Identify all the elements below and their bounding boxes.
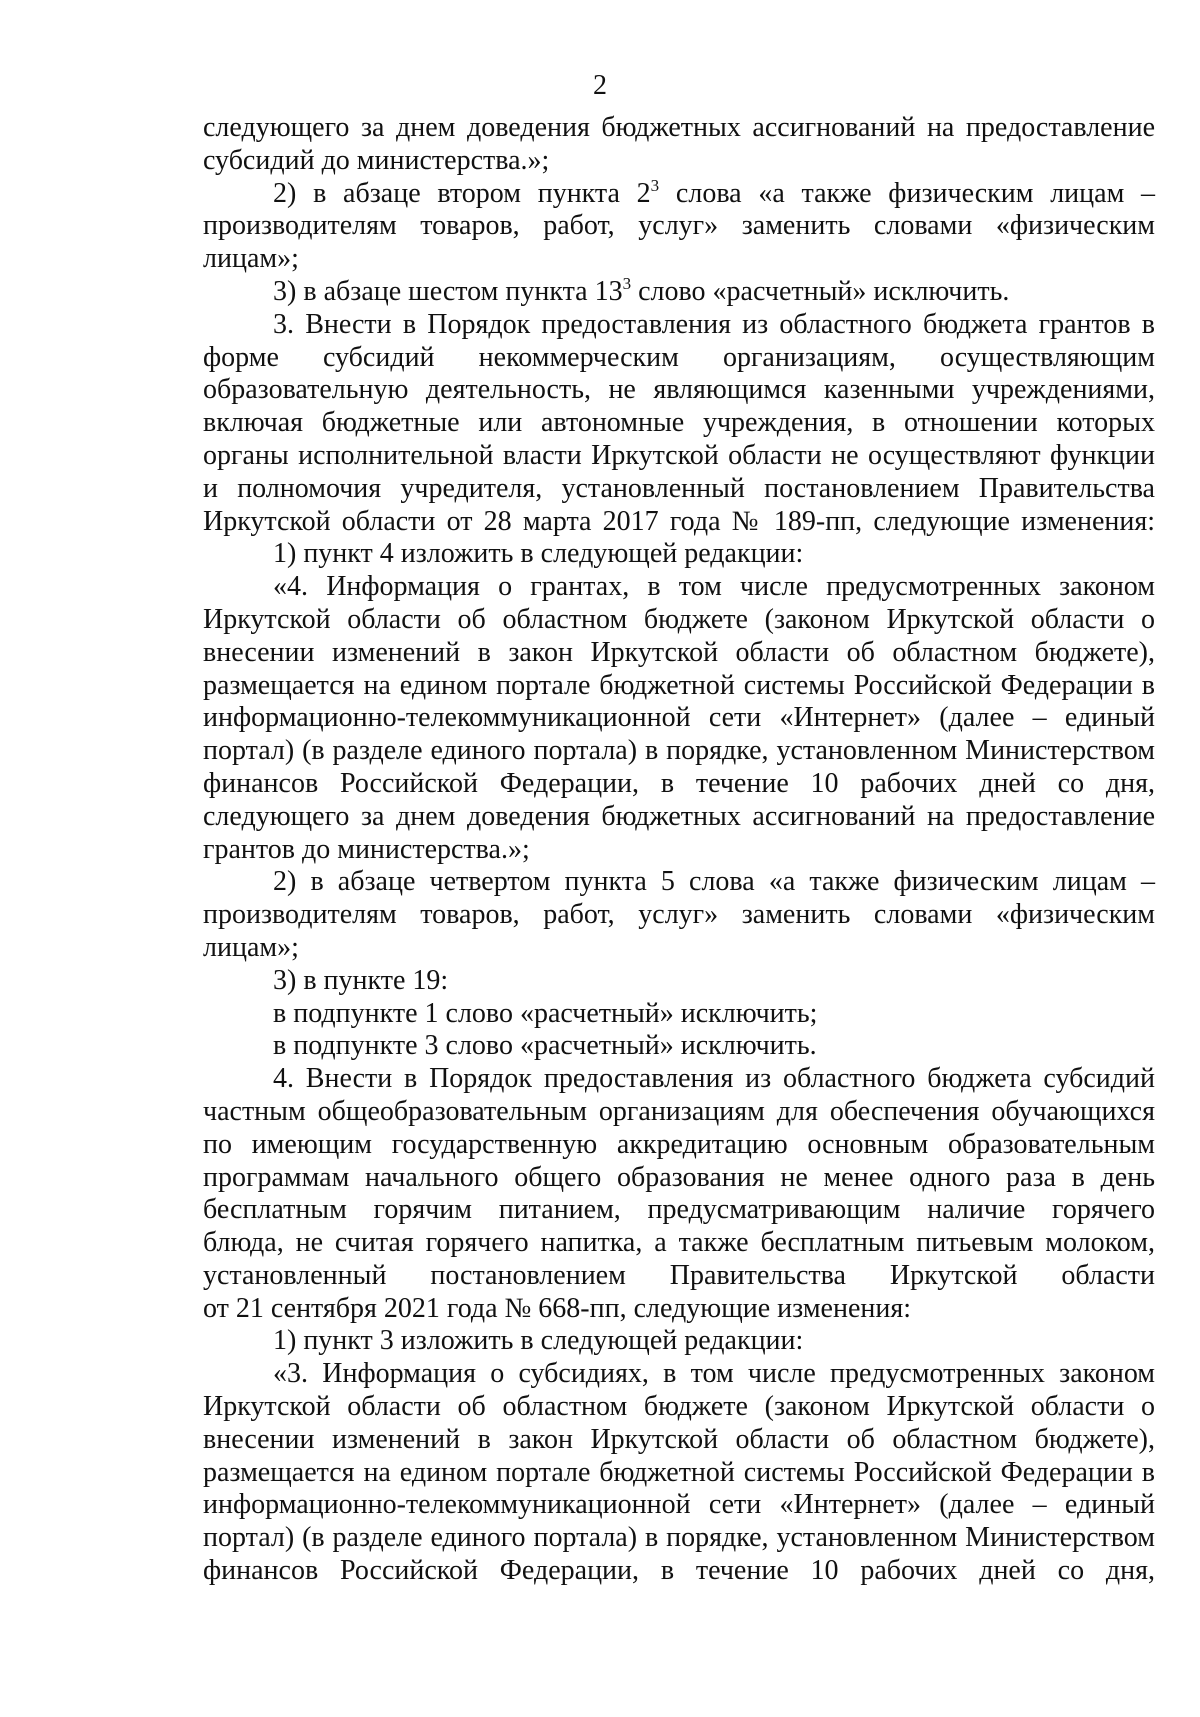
text-line: финансов Российской Федерации, в течение 10 рабочих дней со дня, bbox=[203, 1555, 1155, 1587]
text-line: следующего за днем доведения бюджетных ассигнований на предоставление bbox=[203, 800, 1155, 832]
text-line: лицам»; bbox=[203, 931, 299, 963]
page-number: 2 bbox=[593, 70, 607, 101]
text-line: 1) пункт 4 изложить в следующей редакции: bbox=[273, 538, 804, 570]
text-line: производителям товаров, работ, услуг» заменить словами «физическим bbox=[203, 899, 1155, 931]
text-line: следующего за днем доведения бюджетных ассигнований на предоставление bbox=[203, 112, 1155, 143]
text-line: внесении изменений в закон Иркутской области об областном бюджете), bbox=[203, 1423, 1155, 1455]
text-line: программам начального общего образования не менее одного раза в день bbox=[203, 1161, 1155, 1193]
text-line: 3. Внести в Порядок предоставления из областного бюджета грантов в bbox=[273, 308, 1155, 340]
text-line: внесении изменений в закон Иркутской области об областном бюджете), bbox=[203, 636, 1155, 668]
text-line: Иркутской области от 28 марта 2017 года № 189-пп, следующие изменения: bbox=[203, 505, 1155, 537]
superscript: 3 bbox=[650, 175, 660, 195]
text-line: установленный постановлением Правительства Иркутской области bbox=[203, 1259, 1155, 1291]
text-line: бесплатным горячим питанием, предусматривающим наличие горячего bbox=[203, 1194, 1155, 1226]
text-line: 2) в абзаце втором пункта $2^3$ слова «а также физическим лицам – bbox=[273, 175, 1156, 209]
text-line: форме субсидий некоммерческим организациям, осуществляющим bbox=[203, 341, 1155, 373]
text-line: 1) пункт 3 изложить в следующей редакции: bbox=[273, 1325, 804, 1357]
text-line: размещается на едином портале бюджетной системы Российской Федерации в bbox=[203, 1456, 1155, 1488]
text-line: субсидий до министерства.»; bbox=[203, 144, 550, 176]
text-line: от 21 сентября 2021 года № 668-пп, следующие изменения: bbox=[203, 1292, 912, 1324]
text-line: частным общеобразовательным организациям для обеспечения обучающихся bbox=[203, 1095, 1155, 1127]
superscript: 3 bbox=[622, 273, 632, 293]
text-line: «3. Информация о субсидиях, в том числе предусмотренных законом bbox=[273, 1358, 1155, 1390]
text-line: 3) в пункте 19: bbox=[273, 964, 449, 996]
text-line: в подпункте 1 слово «расчетный» исключить; bbox=[273, 997, 818, 1029]
text-line: финансов Российской Федерации, в течение 10 рабочих дней со дня, bbox=[203, 767, 1155, 799]
text-line: Иркутской области об областном бюджете (законом Иркутской области о bbox=[203, 603, 1155, 635]
text-line: размещается на едином портале бюджетной системы Российской Федерации в bbox=[203, 669, 1155, 701]
text-line: портал) (в разделе единого портала) в порядке, установленном Министерством bbox=[203, 735, 1155, 767]
text-line: производителям товаров, работ, услуг» заменить словами «физическим bbox=[203, 210, 1155, 242]
text-line: включая бюджетные или автономные учреждения, в отношении которых bbox=[203, 407, 1155, 439]
text-line: Иркутской области об областном бюджете (законом Иркутской области о bbox=[203, 1391, 1155, 1423]
text-line: 3) в абзаце шестом пункта $13^3$ слово «расчетный» исключить. bbox=[273, 273, 1010, 307]
text-line: лицам»; bbox=[203, 243, 299, 275]
text-line: в подпункте 3 слово «расчетный» исключить. bbox=[273, 1030, 817, 1062]
document-body bbox=[203, 112, 1155, 1588]
text-line: блюда, не считая горячего напитка, а также бесплатным питьевым молоком, bbox=[203, 1227, 1155, 1259]
text-line: 4. Внести в Порядок предоставления из областного бюджета субсидий bbox=[273, 1063, 1155, 1095]
text-line: и полномочия учредителя, установленный постановлением Правительства bbox=[203, 472, 1155, 504]
text-line: портал) (в разделе единого портала) в порядке, установленном Министерством bbox=[203, 1522, 1155, 1554]
text-line: информационно-телекоммуникационной сети «Интернет» (далее – единый bbox=[203, 1489, 1155, 1521]
text-line: 2) в абзаце четвертом пункта 5 слова «а также физическим лицам – bbox=[273, 866, 1155, 898]
text-line: органы исполнительной власти Иркутской области не осуществляют функции bbox=[203, 439, 1155, 471]
text-line: по имеющим государственную аккредитацию основным образовательным bbox=[203, 1128, 1155, 1160]
text-line: информационно-телекоммуникационной сети «Интернет» (далее – единый bbox=[203, 702, 1155, 734]
text-line: образовательную деятельность, не являющимся казенными учреждениями, bbox=[203, 374, 1155, 406]
text-line: «4. Информация о грантах, в том числе предусмотренных законом bbox=[273, 571, 1155, 603]
text-line: грантов до министерства.»; bbox=[203, 833, 530, 865]
